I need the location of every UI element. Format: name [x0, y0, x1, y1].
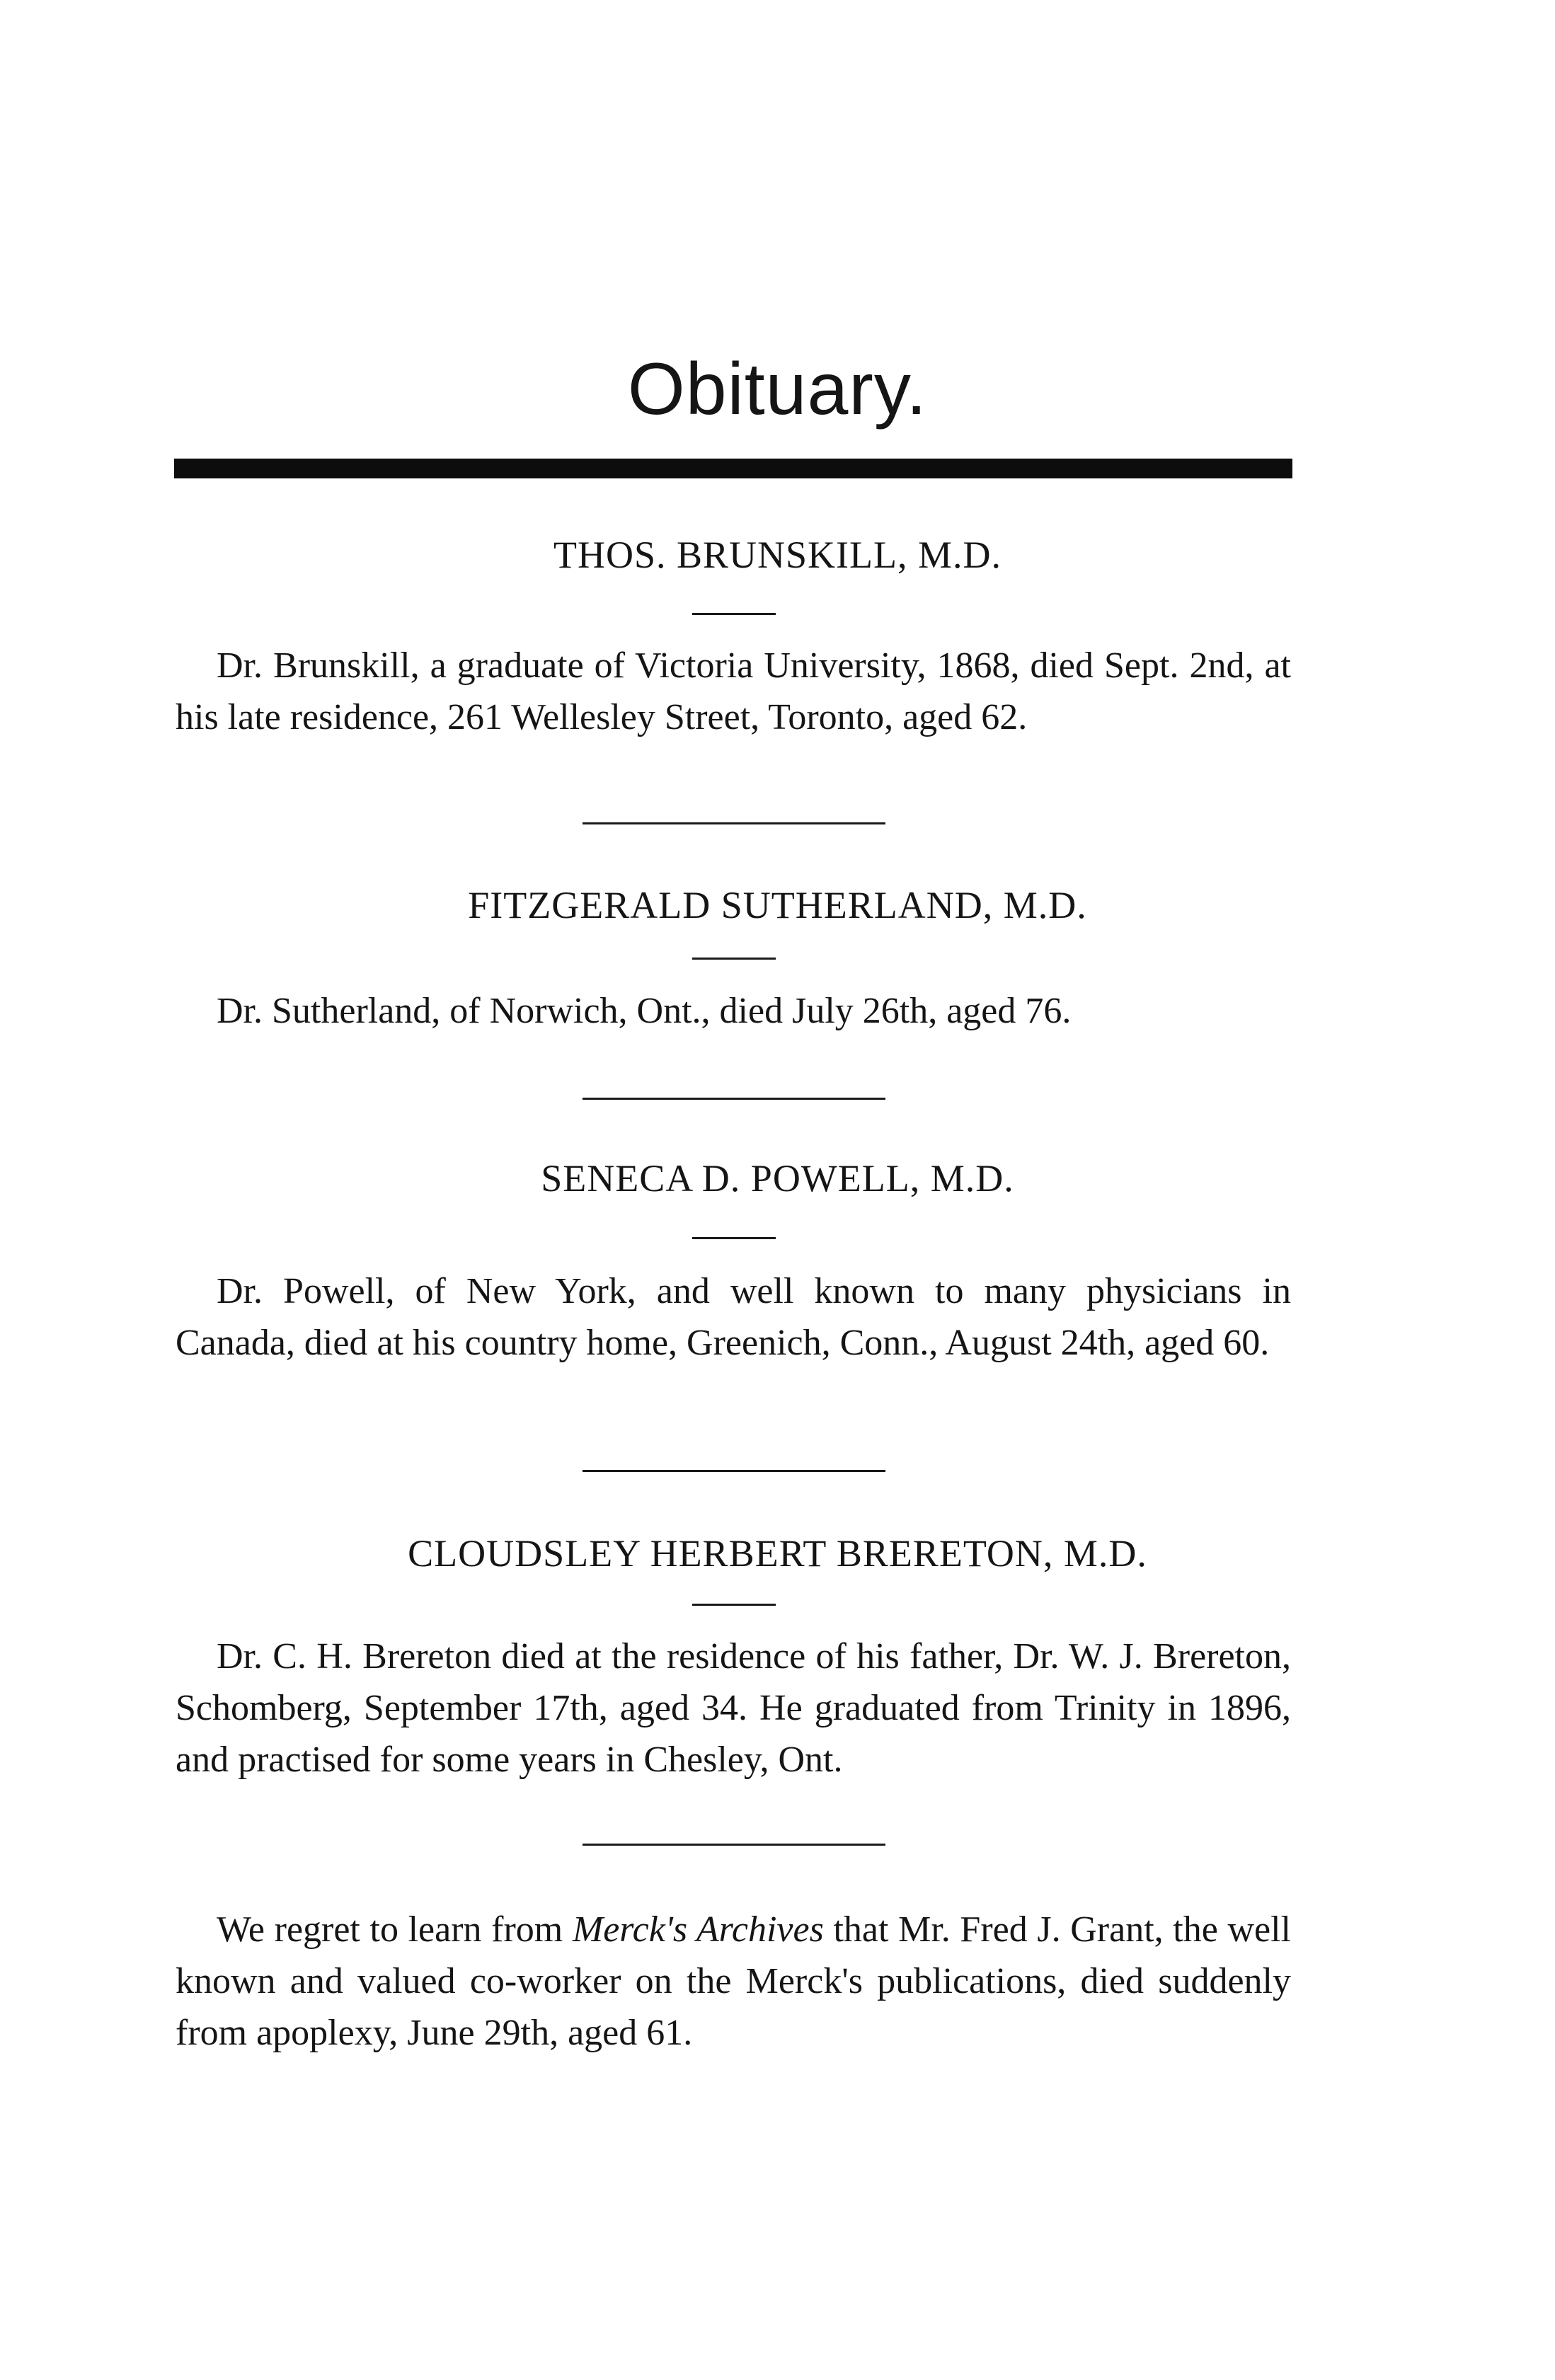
entry-heading: SENECA D. POWELL, M.D. [541, 1157, 1014, 1200]
title-rule [174, 459, 1292, 478]
section-divider [583, 822, 885, 824]
entry-heading: FITZGERALD SUTHERLAND, M.D. [468, 884, 1087, 926]
closing-text-end: that Mr. Fred J. Grant, the well known and valued co-worker on the Merck's publications, died suddenly from apoplexy, June 29th, aged 61. [176, 1909, 1291, 2053]
entry-heading: THOS. BRUNSKILL, M.D. [553, 534, 1002, 576]
closing-text-start: We regret to learn from [217, 1909, 573, 1950]
entry-text: Dr. C. H. Brereton died at the residence of his father, Dr. W. J. Brereton, Schomberg, September 17th, aged 34. He graduated from Trinity in 1896, and practised for some years in Chesley, Ont. [176, 1636, 1291, 1780]
entry-text: Dr. Brunskill, a graduate of Victoria University, 1868, died Sept. 2nd, at his late residence, 261 Wellesley Street, Toronto, aged 62. [176, 645, 1291, 737]
page-title: Obituary. [627, 348, 928, 430]
closing-paragraph [176, 1904, 1291, 2059]
section-divider [583, 1470, 885, 1472]
short-divider [692, 613, 776, 615]
section-divider [583, 1098, 885, 1100]
section-divider [583, 1844, 885, 1846]
short-divider [692, 1237, 776, 1239]
entry-text: Dr. Powell, of New York, and well known to many physicians in Canada, died at his country home, Greenich, Conn., August 24th, aged 60. [176, 1271, 1291, 1363]
short-divider [692, 1604, 776, 1606]
short-divider [692, 958, 776, 960]
entry-text: Dr. Sutherland, of Norwich, Ont., died July 26th, aged 76. [217, 991, 1072, 1031]
publication-title: Merck's Archives [572, 1909, 824, 1950]
entry-heading: CLOUDSLEY HERBERT BRERETON, M.D. [408, 1532, 1147, 1575]
